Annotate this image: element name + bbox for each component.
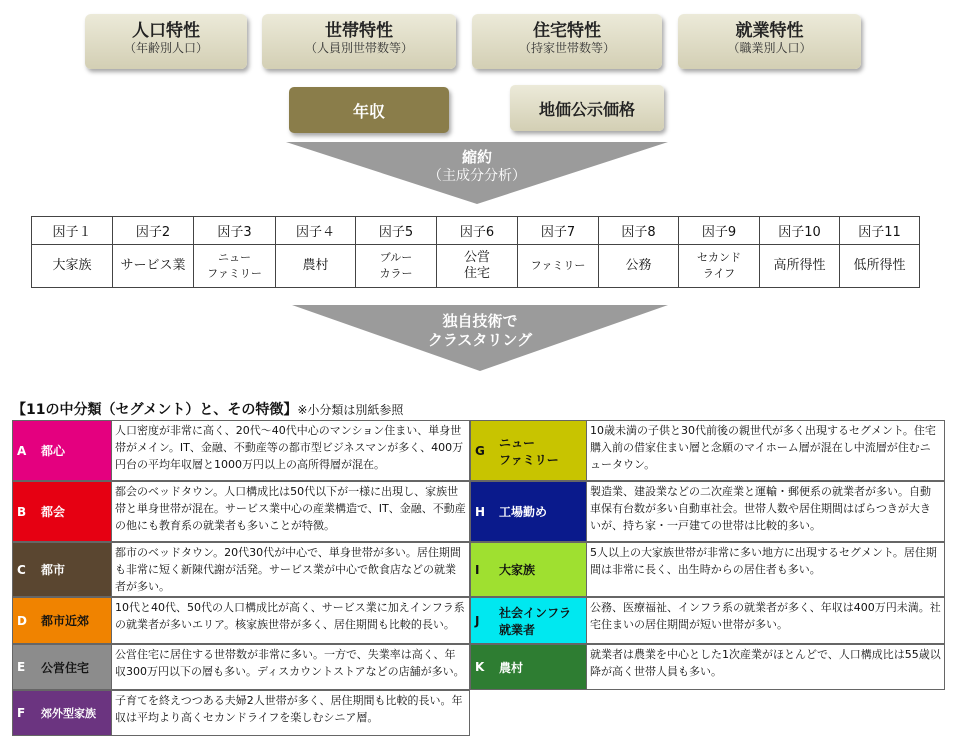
feature-title: 人口特性 (132, 21, 200, 41)
segment-row-f (12, 690, 470, 736)
factor-header-row (32, 217, 920, 245)
segment-title-note: ※小分類は別紙参照 (297, 403, 404, 417)
segment-row-d (12, 597, 470, 644)
factor-value: 農村 (276, 245, 356, 288)
segment-title-text: 【11の中分類（セグメント）と、その特徴】 (12, 402, 298, 418)
segment-letter: D (13, 598, 38, 643)
factor-value-line: 住宅 (463, 266, 490, 281)
factor-header: 因子2 (113, 217, 194, 245)
feature-sub: （職業別人口） (727, 41, 812, 55)
feature-title: 住宅特性 (533, 21, 601, 41)
segment-desc: 製造業、建設業などの二次産業と運輸・郵便系の就業者が多い。自動車保有台数が多い自動車社会。世帯人数や居住期間はばらつきが大きいが、持ち家・一戸建ての世帯は比較的多い。 (586, 482, 944, 541)
feature-sub: （年齢別人口） (123, 41, 208, 55)
segment-name: 都会 (38, 482, 111, 541)
segment-letter: I (471, 543, 496, 596)
segment-row-h (470, 481, 945, 542)
segment-desc: 公営住宅に居住する世帯数が非常に多い。一方で、失業率は高く、年収300万円以下の層も多い。ディスカウントストアなどの店舗が多い。 (111, 645, 469, 689)
segment-name: 都市 (38, 543, 111, 596)
segment-row-e (12, 644, 470, 690)
feature-sub: （持家世帯数等） (518, 41, 615, 55)
segment-row-a (12, 420, 470, 481)
segment-row-k (470, 644, 945, 690)
segment-name: 大家族 (496, 543, 586, 596)
segment-desc: 人口密度が非常に高く、20代～40代中心のマンション住まい、単身世帯がメイン。IT、金融、不動産等の都市型ビジネスマンが多く、400万円台の平均年収層と1000万円以上の高所得層が混在。 (111, 421, 469, 480)
factor-header: 因子3 (194, 217, 276, 245)
factor-value: 公務 (599, 245, 679, 288)
feature-title: 就業特性 (735, 21, 804, 41)
factor-value (194, 245, 276, 288)
segment-desc: 10代と40代、50代の人口構成比が高く、サービス業に加えインフラ系の就業者が多いエリア。核家族世帯が多く、居住期間も比較的長い。 (111, 598, 469, 643)
feature-sub: （人員別世帯数等） (304, 41, 413, 55)
factor-header: 因子9 (679, 217, 760, 245)
factor-header: 因子5 (356, 217, 437, 245)
feature-employment (678, 14, 861, 69)
segment-letter: F (13, 691, 38, 735)
segment-name: 都心 (38, 421, 111, 480)
segment-letter: K (471, 645, 496, 689)
feature-household (262, 14, 456, 69)
factor-header: 因子11 (840, 217, 920, 245)
segment-desc: 都市のベッドタウン。20代30代が中心で、単身世帯が多い。居住期間も非常に短く新陳代謝が活発。サービス業が中心で飲食店などの就業者が多い。 (111, 543, 469, 596)
factor-value-line: カラー (379, 267, 413, 280)
factor-value-line: セカンド (697, 251, 741, 264)
factor-value-line: ニュー (218, 251, 251, 264)
arrow1-sub: （主成分分析） (428, 168, 526, 184)
segment-desc: 公務、医療福祉、インフラ系の就業者が多く、年収は400万円未満。社宅住まいの居住期間が短い世帯が多い。 (586, 598, 944, 643)
segment-name: 農村 (496, 645, 586, 689)
segment-row-b (12, 481, 470, 542)
segment-name: 工場勤め (496, 482, 586, 541)
factor-header: 因子１ (32, 217, 113, 245)
segment-letter: C (13, 543, 38, 596)
factor-value: 高所得性 (760, 245, 840, 288)
segment-name-line: 社会インフラ (499, 605, 572, 620)
segment-name-line: ニュー (499, 435, 536, 450)
factor-value-line: ライフ (702, 267, 736, 280)
segment-desc: 都会のベッドタウン。人口構成比は50代以下が一様に出現し、家族世帯と単身世帯が混在。サービス業中心の産業構造で、IT、金融、不動産の他にも教育系の就業者も多いことが特徴。 (111, 482, 469, 541)
factor-value-row (32, 245, 920, 288)
factor-value (679, 245, 760, 288)
factor-header: 因子8 (599, 217, 679, 245)
factor-header: 因子6 (437, 217, 518, 245)
segment-letter: H (471, 482, 496, 541)
factor-value (356, 245, 437, 288)
arrow1-label (380, 148, 574, 186)
arrow2-line2: クラスタリング (427, 331, 533, 349)
factor-value: サービス業 (113, 245, 194, 288)
factor-header: 因子7 (518, 217, 599, 245)
segment-letter: A (13, 421, 38, 480)
arrow2-line1: 独自技術で (442, 312, 518, 330)
segment-name-line: ファミリー (499, 452, 559, 467)
segment-name (496, 421, 586, 480)
segment-section-title (12, 399, 403, 419)
factor-table (31, 216, 920, 288)
land-price-box: 地価公示価格 (510, 85, 664, 131)
factor-value-line: ファミリー (207, 267, 262, 280)
segment-letter: B (13, 482, 38, 541)
segment-desc: 就業者は農業を中心とした1次産業がほとんどで、人口構成比は55歳以降が高く世帯人員も多い。 (586, 645, 944, 689)
segment-row-j (470, 597, 945, 644)
segment-letter: J (471, 598, 496, 643)
segment-name: 都市近郊 (38, 598, 111, 643)
feature-population (85, 14, 247, 69)
segment-letter: G (471, 421, 496, 480)
factor-header: 因子10 (760, 217, 840, 245)
segment-desc: 5人以上の大家族世帯が非常に多い地方に出現するセグメント。居住期間は非常に長く、出生時からの居住者も多い。 (586, 543, 944, 596)
arrow2-label (380, 312, 580, 350)
segment-name-line: 就業者 (499, 622, 536, 637)
arrow1-title: 縮約 (461, 148, 492, 166)
segment-desc: 10歳未満の子供と30代前後の親世代が多く出現するセグメント。住宅購入前の借家住まい層と念願のマイホーム層が混在し中流層が住むニュータウン。 (586, 421, 944, 480)
segment-letter: E (13, 645, 38, 689)
factor-value: ファミリー (518, 245, 599, 288)
income-box: 年収 (289, 87, 449, 133)
factor-value-line: 公営 (463, 250, 490, 265)
segment-desc: 子育てを終えつつある夫婦2人世帯が多く、居住期間も比較的長い。年収は平均より高くセカンドライフを楽しむシニア層。 (111, 691, 469, 735)
factor-value: 低所得性 (840, 245, 920, 288)
feature-title: 世帯特性 (325, 21, 393, 41)
factor-header: 因子４ (276, 217, 356, 245)
segment-name: 公営住宅 (38, 645, 111, 689)
segment-row-g (470, 420, 945, 481)
segment-row-c (12, 542, 470, 597)
factor-value: 大家族 (32, 245, 113, 288)
factor-value-line: ブルー (379, 251, 413, 264)
segment-name (496, 598, 586, 643)
feature-housing (472, 14, 662, 69)
factor-value (437, 245, 518, 288)
segment-name: 郊外型家族 (38, 691, 111, 735)
segment-row-i (470, 542, 945, 597)
